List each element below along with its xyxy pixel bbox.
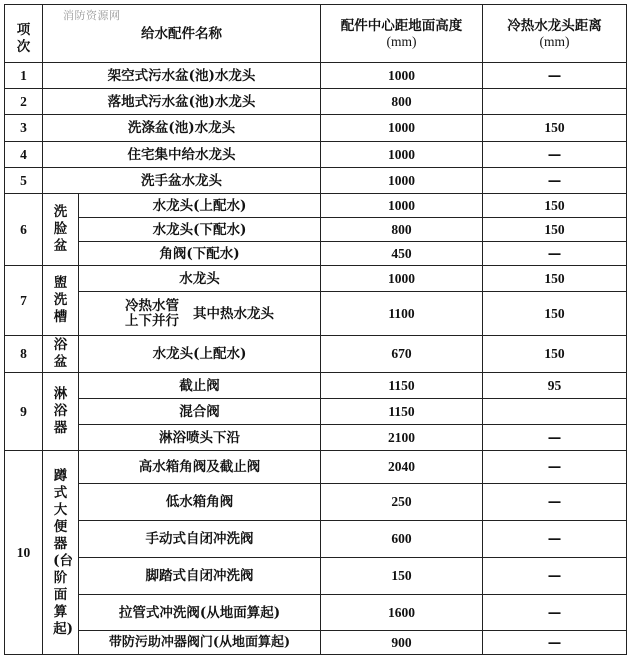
- table-row: [5, 292, 627, 336]
- distance-value: —: [483, 484, 627, 521]
- distance-value: 150: [483, 218, 627, 242]
- fixture-name: 架空式污水盆(池)水龙头: [43, 63, 321, 89]
- distance-value: —: [483, 631, 627, 655]
- fixture-name: 拉管式冲洗阀(从地面算起): [79, 595, 321, 631]
- height-value: 800: [321, 89, 483, 115]
- distance-value: —: [483, 595, 627, 631]
- height-value: 2040: [321, 451, 483, 484]
- row-index: 2: [5, 89, 43, 115]
- table-row: [5, 373, 627, 399]
- distance-value: —: [483, 168, 627, 194]
- pipe-note-line2: 上下并行: [125, 312, 179, 329]
- distance-value: 150: [483, 115, 627, 142]
- group-label-text: 盥洗槽: [53, 275, 68, 325]
- fixture-height-table: [4, 4, 627, 655]
- header-distance-unit: (mm): [539, 33, 570, 49]
- watermark: 消防资源网: [63, 9, 121, 22]
- row-index: 4: [5, 142, 43, 168]
- group-label-text: 浴盆: [53, 337, 68, 370]
- header-distance: [483, 5, 627, 63]
- height-value: 1000: [321, 63, 483, 89]
- fixture-name: 带防污助冲器阀门(从地面算起): [79, 631, 321, 655]
- fixture-name: 水龙头(下配水): [79, 218, 321, 242]
- distance-value: —: [483, 242, 627, 266]
- fixture-name: 洗手盆水龙头: [43, 168, 321, 194]
- height-value: 800: [321, 218, 483, 242]
- header-height-unit: (mm): [386, 33, 417, 49]
- height-value: 450: [321, 242, 483, 266]
- group-label: [43, 194, 79, 266]
- group-label: [43, 336, 79, 373]
- row-index: 3: [5, 115, 43, 142]
- row-index: 5: [5, 168, 43, 194]
- height-value: 600: [321, 521, 483, 558]
- distance-value: 150: [483, 336, 627, 373]
- fixture-name: 脚踏式自闭冲洗阀: [79, 558, 321, 595]
- fixture-name: 淋浴喷头下沿: [79, 425, 321, 451]
- group-label: [43, 373, 79, 451]
- header-height: [321, 5, 483, 63]
- fixture-name: 其中热水龙头: [193, 305, 274, 322]
- header-distance-label: 冷热水龙头距离: [507, 17, 602, 34]
- table-row: [5, 425, 627, 451]
- fixture-name: 水龙头: [79, 266, 321, 292]
- fixture-name: 截止阀: [79, 373, 321, 399]
- fixture-name: 落地式污水盆(池)水龙头: [43, 89, 321, 115]
- height-value: 250: [321, 484, 483, 521]
- height-value: 150: [321, 558, 483, 595]
- group-label-text: 蹲式大便器(台阶面算起): [53, 467, 73, 637]
- table-row: [5, 194, 627, 218]
- table-row: [5, 336, 627, 373]
- table-row: [5, 218, 627, 242]
- distance-value: —: [483, 451, 627, 484]
- header-index: [5, 5, 43, 63]
- row-index: 10: [5, 451, 43, 655]
- height-value: 1000: [321, 168, 483, 194]
- fixture-name: 混合阀: [79, 399, 321, 425]
- table-row: [5, 115, 627, 142]
- header-index-label: 项次: [16, 21, 31, 55]
- height-value: 900: [321, 631, 483, 655]
- height-value: 1000: [321, 194, 483, 218]
- header-name-label: 给水配件名称: [141, 25, 222, 42]
- spec-table-container: [4, 4, 627, 655]
- table-row: [5, 142, 627, 168]
- height-value: 1150: [321, 373, 483, 399]
- distance-value: —: [483, 63, 627, 89]
- fixture-name: 洗涤盆(池)水龙头: [43, 115, 321, 142]
- distance-value: —: [483, 142, 627, 168]
- table-row: [5, 631, 627, 655]
- table-row: [5, 521, 627, 558]
- distance-value: 95: [483, 373, 627, 399]
- row-index: 9: [5, 373, 43, 451]
- row-index: 6: [5, 194, 43, 266]
- height-value: 670: [321, 336, 483, 373]
- height-value: 1100: [321, 292, 483, 336]
- distance-value: —: [483, 558, 627, 595]
- distance-value: [483, 89, 627, 115]
- fixture-name: 手动式自闭冲洗阀: [79, 521, 321, 558]
- table-row: [5, 63, 627, 89]
- header-row: [5, 5, 627, 63]
- fixture-name: 角阀(下配水): [79, 242, 321, 266]
- row-index: 8: [5, 336, 43, 373]
- table-row: [5, 451, 627, 484]
- distance-value: —: [483, 425, 627, 451]
- table-row: [5, 89, 627, 115]
- fixture-name: 住宅集中给水龙头: [43, 142, 321, 168]
- height-value: 1000: [321, 266, 483, 292]
- row-index: 7: [5, 266, 43, 336]
- distance-value: 150: [483, 292, 627, 336]
- pipe-note: [125, 299, 179, 329]
- header-height-label: 配件中心距地面高度: [340, 17, 463, 34]
- group-label-text: 洗脸盆: [53, 204, 68, 254]
- pipe-note-line1: 冷热水管: [125, 297, 179, 314]
- table-row: [5, 168, 627, 194]
- height-value: 1000: [321, 115, 483, 142]
- distance-value: [483, 399, 627, 425]
- fixture-name: 高水箱角阀及截止阀: [79, 451, 321, 484]
- group-label-text: 淋浴器: [53, 386, 68, 436]
- table-row: [5, 595, 627, 631]
- distance-value: 150: [483, 266, 627, 292]
- height-value: 1150: [321, 399, 483, 425]
- table-row: [5, 266, 627, 292]
- distance-value: —: [483, 521, 627, 558]
- table-row: [5, 558, 627, 595]
- group-label: [43, 451, 79, 655]
- fixture-name: 水龙头(上配水): [79, 194, 321, 218]
- table-row: [5, 399, 627, 425]
- table-row: [5, 484, 627, 521]
- group-label: [43, 266, 79, 336]
- fixture-name: 低水箱角阀: [79, 484, 321, 521]
- distance-value: 150: [483, 194, 627, 218]
- height-value: 1600: [321, 595, 483, 631]
- fixture-name-compound: [79, 292, 321, 336]
- fixture-name: 水龙头(上配水): [79, 336, 321, 373]
- row-index: 1: [5, 63, 43, 89]
- header-name: [43, 5, 321, 63]
- height-value: 1000: [321, 142, 483, 168]
- height-value: 2100: [321, 425, 483, 451]
- table-row: [5, 242, 627, 266]
